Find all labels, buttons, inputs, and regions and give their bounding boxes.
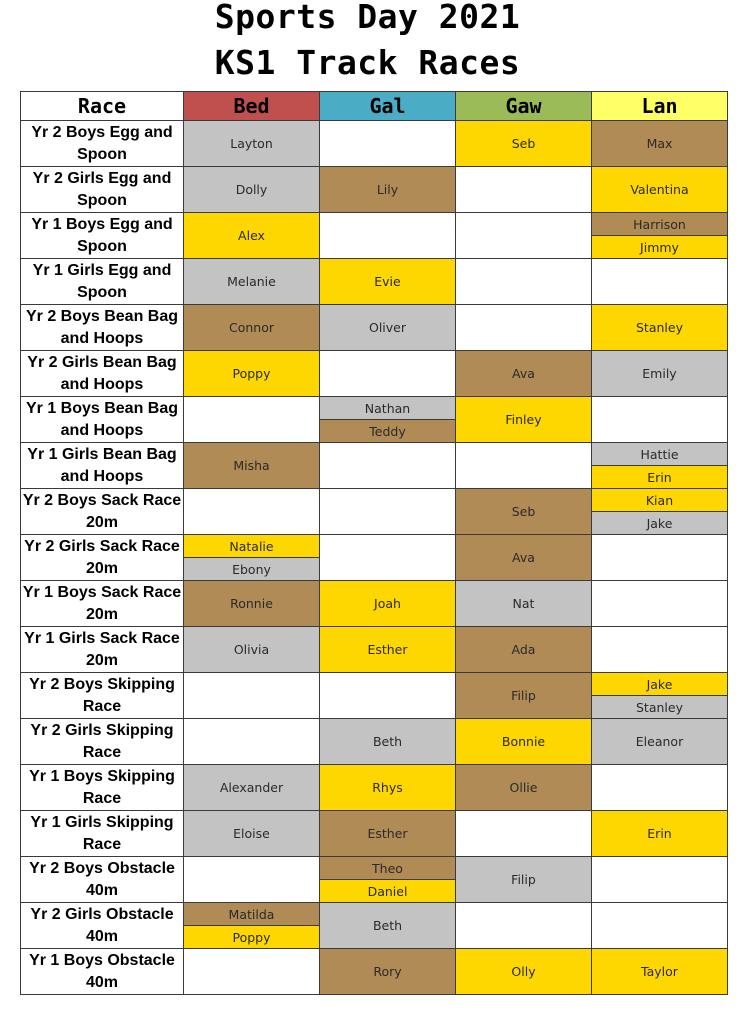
- table-row: [21, 857, 728, 903]
- table-row: [21, 351, 728, 397]
- table-row: [21, 443, 728, 489]
- cell-bed: [184, 903, 320, 949]
- race-name: Yr 1 Girls Egg and Spoon: [21, 259, 184, 305]
- race-name: Yr 1 Boys Skipping Race: [21, 765, 184, 811]
- split-cell: [592, 443, 727, 488]
- competitor-name: Jake: [592, 511, 727, 534]
- table-row: [21, 719, 728, 765]
- cell-gal: [320, 857, 456, 903]
- race-name: Yr 2 Girls Obstacle 40m: [21, 903, 184, 949]
- cell-bed: [184, 121, 320, 167]
- competitor-name: Olivia: [233, 642, 270, 657]
- competitor-name: Nathan: [320, 397, 455, 419]
- race-name: Yr 1 Girls Bean Bag and Hoops: [21, 443, 184, 489]
- cell-bed: [184, 949, 320, 995]
- competitor-name: Alexander: [219, 780, 284, 795]
- cell-gal: [320, 489, 456, 535]
- competitor-name: Alex: [238, 228, 265, 243]
- competitor-name: Filip: [511, 872, 536, 887]
- competitor-name: Stanley: [592, 695, 727, 718]
- competitor-name: Lily: [376, 182, 399, 197]
- cell-gaw: [456, 949, 592, 995]
- header-lan: Lan: [592, 92, 728, 121]
- split-cell: [592, 489, 727, 534]
- competitor-name: Esther: [367, 826, 408, 841]
- table-row: [21, 627, 728, 673]
- race-name: Yr 2 Boys Egg and Spoon: [21, 121, 184, 167]
- competitor-name: Beth: [372, 734, 403, 749]
- competitor-name: Melanie: [227, 274, 276, 289]
- cell-gaw: [456, 305, 592, 351]
- competitor-name: Misha: [233, 458, 270, 473]
- competitor-name: Finley: [505, 412, 542, 427]
- cell-gal: [320, 903, 456, 949]
- cell-gaw: [456, 765, 592, 811]
- table-row: [21, 765, 728, 811]
- cell-lan: [592, 627, 728, 673]
- cell-bed: [184, 857, 320, 903]
- cell-gal: [320, 213, 456, 259]
- cell-gal: [320, 535, 456, 581]
- race-name: Yr 1 Girls Skipping Race: [21, 811, 184, 857]
- competitor-name: Bonnie: [501, 734, 546, 749]
- competitor-name: Daniel: [320, 879, 455, 902]
- cell-lan: [592, 811, 728, 857]
- split-cell: [320, 397, 455, 442]
- cell-bed: [184, 673, 320, 719]
- cell-gal: [320, 259, 456, 305]
- competitor-name: Jimmy: [592, 235, 727, 258]
- competitor-name: Matilda: [184, 903, 319, 925]
- table-row: [21, 673, 728, 719]
- cell-lan: [592, 581, 728, 627]
- cell-gal: [320, 581, 456, 627]
- cell-gaw: [456, 213, 592, 259]
- competitor-name: Kian: [592, 489, 727, 511]
- competitor-name: Ada: [511, 642, 536, 657]
- cell-gal: [320, 627, 456, 673]
- competitor-name: Poppy: [232, 366, 271, 381]
- race-name: Yr 2 Girls Egg and Spoon: [21, 167, 184, 213]
- table-row: [21, 121, 728, 167]
- competitor-name: Dolly: [235, 182, 268, 197]
- cell-gal: [320, 673, 456, 719]
- header-row: [21, 92, 728, 121]
- competitor-name: Beth: [372, 918, 403, 933]
- cell-bed: [184, 627, 320, 673]
- table-row: [21, 305, 728, 351]
- competitor-name: Oliver: [368, 320, 406, 335]
- cell-lan: [592, 857, 728, 903]
- competitor-name: Esther: [367, 642, 408, 657]
- cell-gaw: [456, 535, 592, 581]
- cell-lan: [592, 167, 728, 213]
- cell-gaw: [456, 397, 592, 443]
- cell-lan: [592, 213, 728, 259]
- cell-gaw: [456, 489, 592, 535]
- page-subtitle: KS1 Track Races: [214, 43, 521, 82]
- race-name: Yr 2 Boys Skipping Race: [21, 673, 184, 719]
- table-row: [21, 581, 728, 627]
- competitor-name: Erin: [592, 465, 727, 488]
- cell-gal: [320, 121, 456, 167]
- competitor-name: Stanley: [636, 320, 683, 335]
- cell-gal: [320, 305, 456, 351]
- competitor-name: Teddy: [320, 419, 455, 442]
- competitor-name: Evie: [374, 274, 401, 289]
- cell-gaw: [456, 857, 592, 903]
- header-bed: Bed: [184, 92, 320, 121]
- cell-lan: [592, 673, 728, 719]
- race-name: Yr 1 Girls Sack Race 20m: [21, 627, 184, 673]
- competitor-name: Layton: [230, 136, 273, 151]
- competitor-name: Ava: [512, 550, 535, 565]
- cell-lan: [592, 259, 728, 305]
- competitor-name: Ebony: [184, 557, 319, 580]
- table-row: [21, 397, 728, 443]
- competitor-name: Seb: [511, 504, 536, 519]
- cell-bed: [184, 213, 320, 259]
- race-name: Yr 1 Boys Bean Bag and Hoops: [21, 397, 184, 443]
- header-gal: Gal: [320, 92, 456, 121]
- competitor-name: Erin: [647, 826, 672, 841]
- competitor-name: Olly: [511, 964, 536, 979]
- cell-gal: [320, 811, 456, 857]
- table-row: [21, 259, 728, 305]
- header-race: Race: [21, 92, 184, 121]
- cell-bed: [184, 811, 320, 857]
- competitor-name: Valentina: [630, 182, 689, 197]
- cell-lan: [592, 443, 728, 489]
- cell-gaw: [456, 167, 592, 213]
- race-name: Yr 1 Boys Sack Race 20m: [21, 581, 184, 627]
- competitor-name: Eloise: [233, 826, 270, 841]
- competitor-name: Ollie: [509, 780, 538, 795]
- cell-gaw: [456, 811, 592, 857]
- split-cell: [592, 213, 727, 258]
- competitor-name: Emily: [642, 366, 677, 381]
- table-row: [21, 535, 728, 581]
- table-row: [21, 811, 728, 857]
- cell-gal: [320, 167, 456, 213]
- table-row: [21, 903, 728, 949]
- cell-gaw: [456, 673, 592, 719]
- competitor-name: Rory: [373, 964, 402, 979]
- competitor-name: Eleanor: [635, 734, 684, 749]
- competitor-name: Filip: [511, 688, 536, 703]
- cell-lan: [592, 489, 728, 535]
- competitor-name: Poppy: [184, 925, 319, 948]
- competitor-name: Hattie: [592, 443, 727, 465]
- competitor-name: Ronnie: [230, 596, 273, 611]
- cell-gaw: [456, 259, 592, 305]
- race-name: Yr 2 Boys Bean Bag and Hoops: [21, 305, 184, 351]
- split-cell: [320, 857, 455, 902]
- table-row: [21, 167, 728, 213]
- split-cell: [184, 903, 319, 948]
- cell-gal: [320, 443, 456, 489]
- cell-lan: [592, 535, 728, 581]
- race-name: Yr 2 Girls Sack Race 20m: [21, 535, 184, 581]
- page-title: Sports Day 2021: [214, 0, 521, 36]
- race-name: Yr 2 Boys Obstacle 40m: [21, 857, 184, 903]
- competitor-name: Harrison: [592, 213, 727, 235]
- cell-bed: [184, 719, 320, 765]
- cell-gal: [320, 397, 456, 443]
- cell-gaw: [456, 719, 592, 765]
- table-row: [21, 213, 728, 259]
- competitor-name: Theo: [320, 857, 455, 879]
- cell-gal: [320, 949, 456, 995]
- cell-bed: [184, 351, 320, 397]
- cell-lan: [592, 351, 728, 397]
- competitor-name: Natalie: [184, 535, 319, 557]
- race-name: Yr 2 Girls Skipping Race: [21, 719, 184, 765]
- competitor-name: Jake: [592, 673, 727, 695]
- results-table: [20, 91, 728, 995]
- cell-bed: [184, 765, 320, 811]
- cell-gaw: [456, 351, 592, 397]
- competitor-name: Connor: [228, 320, 274, 335]
- cell-gaw: [456, 121, 592, 167]
- race-name: Yr 2 Girls Bean Bag and Hoops: [21, 351, 184, 397]
- cell-lan: [592, 305, 728, 351]
- competitor-name: Ava: [512, 366, 535, 381]
- cell-gaw: [456, 581, 592, 627]
- cell-lan: [592, 903, 728, 949]
- cell-bed: [184, 167, 320, 213]
- split-cell: [592, 673, 727, 718]
- competitor-name: Seb: [511, 136, 536, 151]
- cell-bed: [184, 535, 320, 581]
- race-name: Yr 1 Boys Egg and Spoon: [21, 213, 184, 259]
- table-row: [21, 489, 728, 535]
- cell-bed: [184, 305, 320, 351]
- race-name: Yr 1 Boys Obstacle 40m: [21, 949, 184, 995]
- cell-bed: [184, 397, 320, 443]
- competitor-name: Max: [646, 136, 673, 151]
- cell-gal: [320, 351, 456, 397]
- cell-gal: [320, 765, 456, 811]
- cell-gal: [320, 719, 456, 765]
- competitor-name: Taylor: [641, 964, 678, 979]
- header-gaw: Gaw: [456, 92, 592, 121]
- cell-lan: [592, 949, 728, 995]
- cell-bed: [184, 581, 320, 627]
- table-row: [21, 949, 728, 995]
- competitor-name: Joah: [374, 596, 401, 611]
- cell-gaw: [456, 903, 592, 949]
- cell-lan: [592, 397, 728, 443]
- cell-gaw: [456, 627, 592, 673]
- race-name: Yr 2 Boys Sack Race 20m: [21, 489, 184, 535]
- cell-lan: [592, 765, 728, 811]
- cell-lan: [592, 121, 728, 167]
- competitor-name: Nat: [512, 596, 535, 611]
- cell-bed: [184, 443, 320, 489]
- cell-bed: [184, 259, 320, 305]
- split-cell: [184, 535, 319, 580]
- cell-lan: [592, 719, 728, 765]
- competitor-name: Rhys: [372, 780, 403, 795]
- cell-gaw: [456, 443, 592, 489]
- cell-bed: [184, 489, 320, 535]
